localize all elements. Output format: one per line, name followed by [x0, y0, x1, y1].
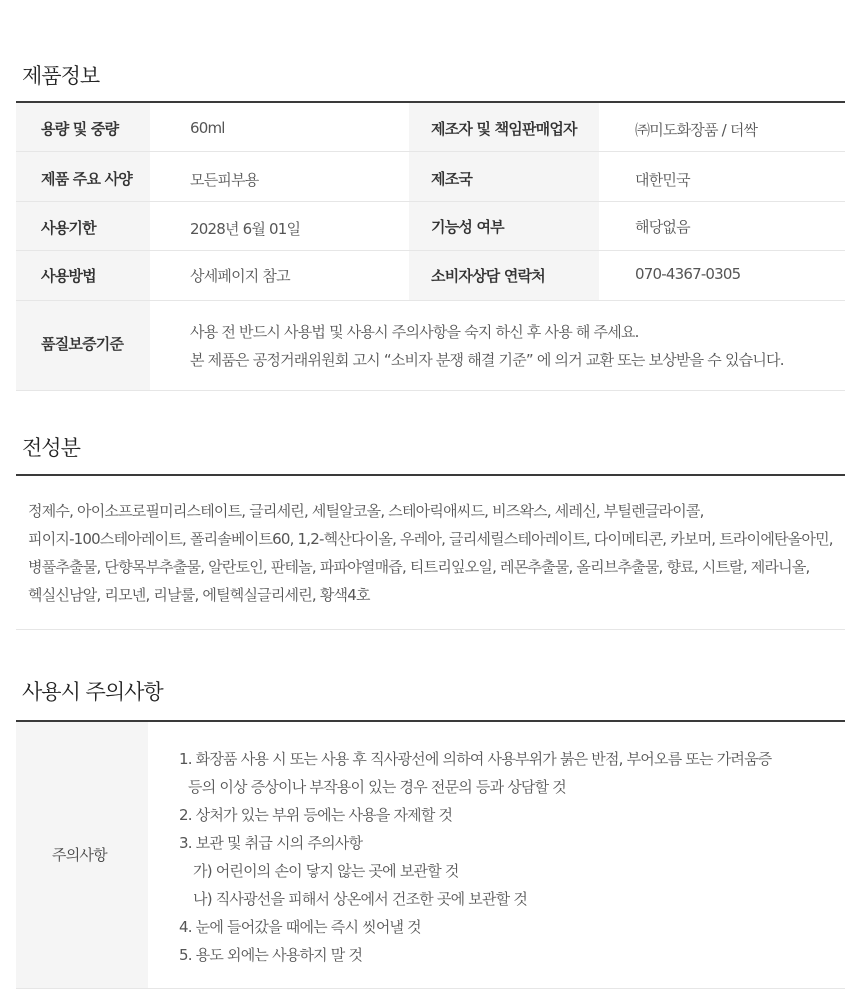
ingredients-line: 정제수, 아이소프로필미리스테이트, 글리세린, 세틸알코올, 스테아릭애씨드, 비즈왁스, 세레신, 부틸렌글라이콜, — [28, 502, 704, 520]
row-divider — [16, 390, 845, 391]
capacity-label: 용량 및 중량 — [41, 120, 119, 138]
quality-line: 사용 전 반드시 사용법 및 사용시 주의사항을 숙지 하신 후 사용 해 주세요. — [190, 323, 639, 341]
caution-item: 3. 보관 및 취급 시의 주의사항 — [179, 834, 363, 852]
caution-item: 1. 화장품 사용 시 또는 사용 후 직사광선에 의하여 사용부위가 붉은 반점, 부어오름 또는 가려움증 — [179, 750, 772, 768]
caution-item: 가) 어린이의 손이 닿지 않는 곳에 보관할 것 — [193, 862, 459, 880]
usage-value: 상세페이지 참고 — [190, 267, 290, 285]
ingredients-line: 피이지-100스테아레이트, 폴리솔베이트60, 1,2-헥산다이올, 우레아, 글리세릴스테아레이트, 다이메티콘, 카보머, 트라이에탄올아민, — [28, 530, 833, 548]
caution-item: 5. 용도 외에는 사용하지 말 것 — [179, 946, 363, 964]
manufacturer-value: ㈜미도화장품 / 더싹 — [635, 121, 758, 139]
caution-item: 2. 상처가 있는 부위 등에는 사용을 자제할 것 — [179, 806, 453, 824]
cautions-label: 주의사항 — [52, 846, 107, 864]
functional-label: 기능성 여부 — [431, 218, 504, 236]
main-spec-label: 제품 주요 사양 — [41, 170, 132, 188]
ingredients-title: 전성분 — [22, 436, 80, 460]
cautions-list — [179, 745, 771, 969]
country-label: 제조국 — [431, 170, 473, 188]
ingredients-text — [28, 497, 848, 609]
functional-value: 해당없음 — [635, 218, 690, 236]
quality-line: 본 제품은 공정거래위원회 고시 “소비자 분쟁 해결 기준” 에 의거 교환 또는 보상받을 수 있습니다. — [190, 351, 784, 369]
contact-label: 소비자상담 연락처 — [431, 267, 545, 285]
contact-value: 070-4367-0305 — [635, 265, 741, 283]
expiry-label: 사용기한 — [41, 219, 96, 237]
product-info-title: 제품정보 — [22, 64, 100, 88]
caution-item: 등의 이상 증상이나 부작용이 있는 경우 전문의 등과 상담할 것 — [188, 778, 566, 796]
manufacturer-label: 제조자 및 책임판매업자 — [431, 120, 577, 138]
caution-item: 4. 눈에 들어갔을 때에는 즉시 씻어낼 것 — [179, 918, 421, 936]
row-divider — [16, 300, 845, 301]
row-divider — [16, 250, 845, 251]
usage-label: 사용방법 — [41, 267, 96, 285]
ingredients-line: 병풀추출물, 단향목부추출물, 알란토인, 판테놀, 파파야열매즙, 티트리잎오일, 레몬추출물, 올리브추출물, 향료, 시트랄, 제라니올, — [28, 558, 810, 576]
ingredients-bottom-rule — [16, 629, 845, 630]
cautions-bottom-rule — [16, 988, 845, 989]
main-spec-value: 모든피부용 — [190, 171, 259, 189]
country-value: 대한민국 — [635, 171, 690, 189]
quality-text — [190, 318, 830, 374]
row-divider — [16, 151, 845, 152]
quality-label: 품질보증기준 — [41, 335, 124, 353]
capacity-value: 60ml — [190, 119, 225, 137]
caution-item: 나) 직사광선을 피해서 상온에서 건조한 곳에 보관할 것 — [193, 890, 528, 908]
expiry-value: 2028년 6월 01일 — [190, 220, 301, 238]
ingredients-line: 헥실신남알, 리모넨, 리날룰, 에틸헥실글리세린, 황색4호 — [28, 586, 370, 604]
row-divider — [16, 201, 845, 202]
ingredients-top-rule — [16, 474, 845, 476]
cautions-title: 사용시 주의사항 — [22, 680, 163, 704]
